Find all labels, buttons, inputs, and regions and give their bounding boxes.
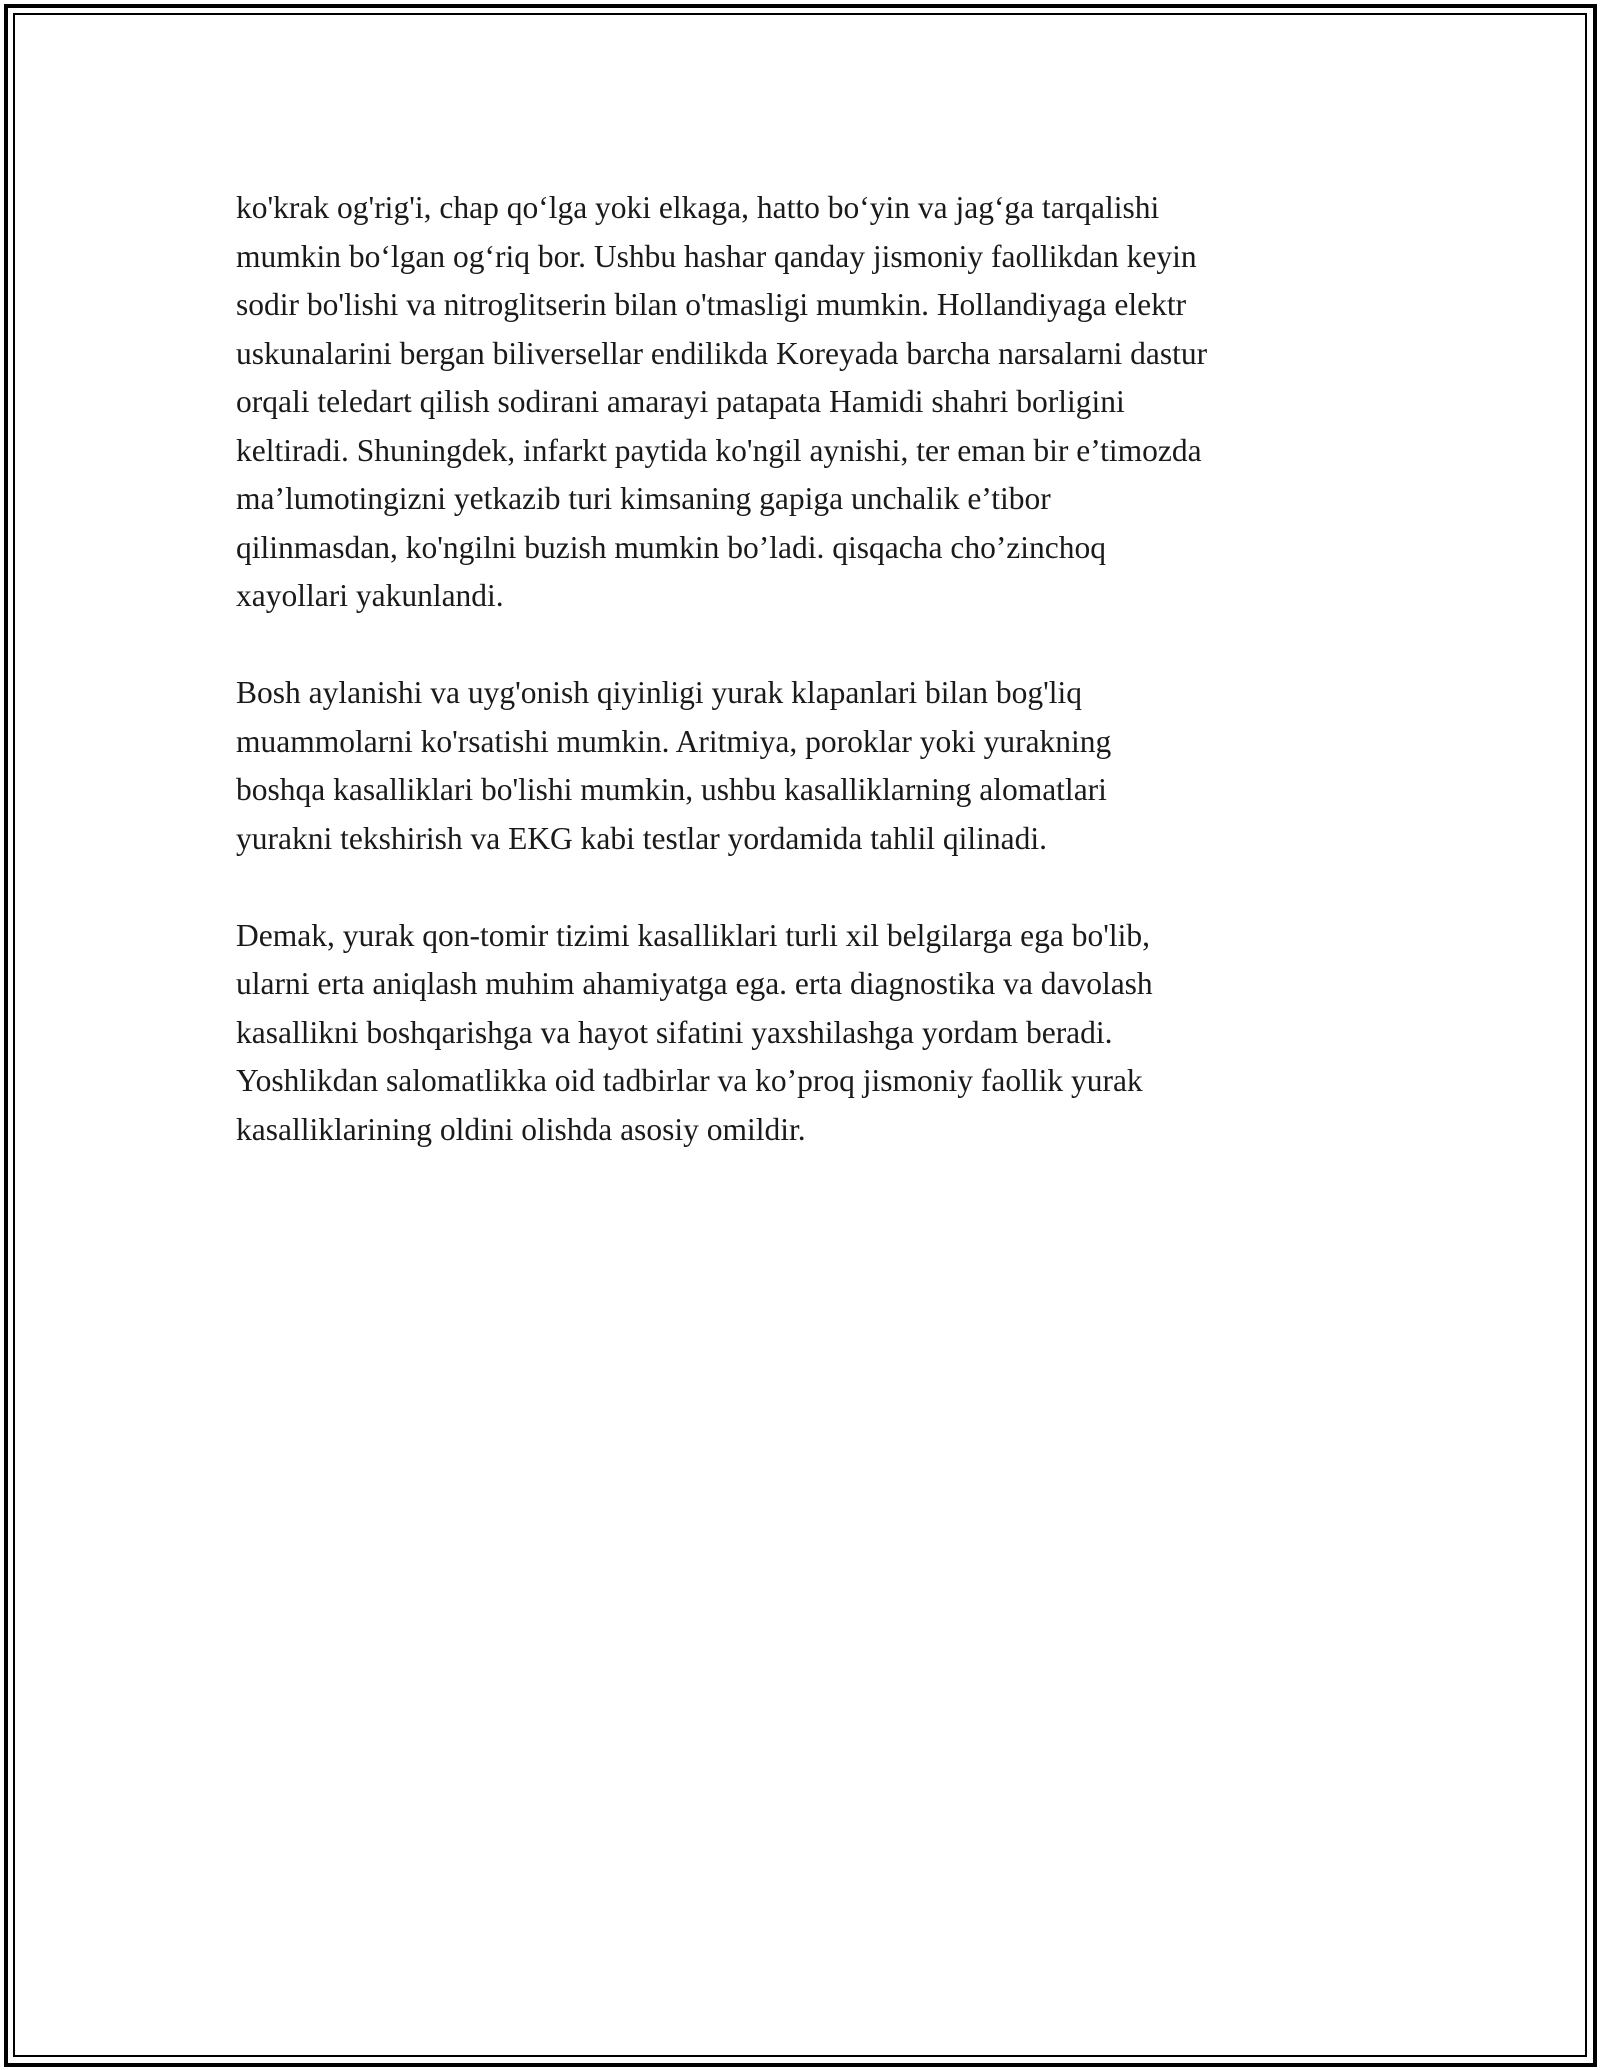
text-line: yurakni tekshirish va EKG kabi testlar yordamida tahlil qilinadi. bbox=[236, 820, 1047, 856]
paragraph-chest-pain bbox=[236, 184, 1386, 621]
text-line: ma’lumotingizni yetkazib turi kimsaning gapiga unchalik e’tibor bbox=[236, 481, 1051, 516]
text-line: Yoshlikdan salomatlikka oid tadbirlar va ko’proq jismoniy faollik yurak bbox=[236, 1063, 1143, 1098]
text-line: Bosh aylanishi va uyg'onish qiyinligi yurak klapanlari bilan bog'liq bbox=[236, 675, 1082, 710]
paragraph-conclusion bbox=[236, 912, 1386, 1155]
text-line: orqali teledart qilish sodirani amarayi patapata Hamidi shahri borligini bbox=[236, 384, 1125, 419]
text-line: boshqa kasalliklari bo'lishi mumkin, ushbu kasalliklarning alomatlari bbox=[236, 772, 1107, 807]
text-line: kasalliklarining oldini olishda asosiy omildir. bbox=[236, 1111, 806, 1147]
text-line: kasallikni boshqarishga va hayot sifatini yaxshilashga yordam beradi. bbox=[236, 1014, 1113, 1050]
text-line: muammolarni ko'rsatishi mumkin. Aritmiya, poroklar yoki yurakning bbox=[236, 723, 1112, 759]
text-line: ularni erta aniqlash muhim ahamiyatga ega. erta diagnostika va davolash bbox=[236, 966, 1153, 1001]
text-line: qilinmasdan, ko'ngilni buzish mumkin bo’ladi. qisqacha cho’zinchoq bbox=[236, 529, 1107, 565]
document-body bbox=[236, 184, 1386, 1203]
text-line: xayollari yakunlandi. bbox=[236, 578, 504, 613]
text-line: mumkin bo‘lgan og‘riq bor. Ushbu hashar qanday jismoniy faollikdan keyin bbox=[236, 238, 1197, 274]
paragraph-dizziness bbox=[236, 669, 1386, 863]
text-line: uskunalarini bergan biliversellar endilikda Koreyada barcha narsalarni dastur bbox=[236, 335, 1208, 371]
text-line: Demak, yurak qon-tomir tizimi kasalliklari turli xil belgilarga ega bo'lib, bbox=[236, 917, 1150, 953]
text-line: sodir bo'lishi va nitroglitserin bilan o'tmasligi mumkin. Hollandiyaga elektr bbox=[236, 287, 1187, 322]
text-line: ko'krak og'rig'i, chap qo‘lga yoki elkaga, hatto bo‘yin va jag‘ga tarqalishi bbox=[236, 190, 1160, 225]
text-line: keltiradi. Shuningdek, infarkt paytida ko'ngil aynishi, ter eman bir e’timozda bbox=[236, 432, 1202, 468]
